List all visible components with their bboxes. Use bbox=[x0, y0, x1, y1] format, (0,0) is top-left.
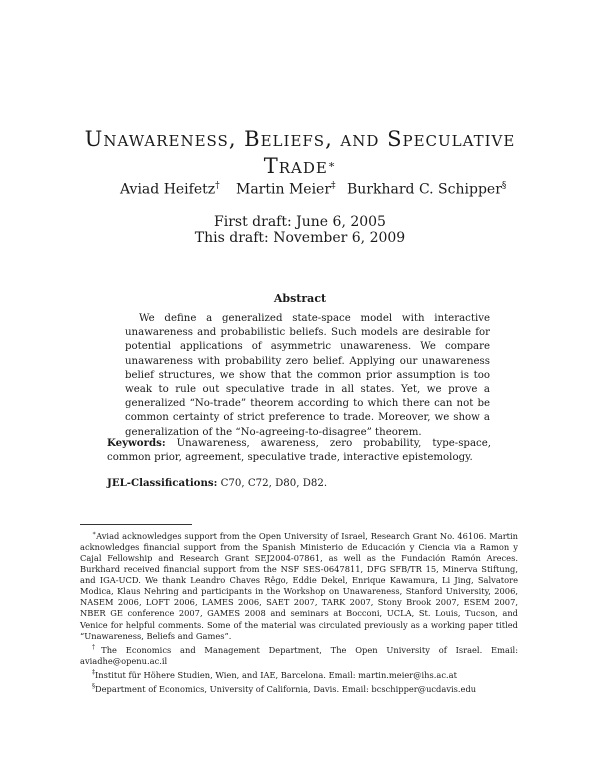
title-footnote-mark: ∗ bbox=[327, 158, 337, 172]
abstract-text: We define a generalized state-space model with interactive unawareness and probabilistic beliefs. Such models are desirable for potential applications of asymmetric unawareness. We compare unawareness with probability zero belief. Applying our unawareness belief structures, we show that the common prior assumption is too weak to rule out speculative trade in all states. Yet, we prove a generalized “No-trade” theorem according to which there can not be common certainty of strict preference to trade. Moreover, we show a generalization of the “No-agreeing-to-disagree” theorem. bbox=[125, 313, 490, 438]
footnote-text: Department of Economics, University of California, Davis. Email: bcschipper@ucdavis.edu bbox=[95, 683, 477, 694]
author-list bbox=[0, 181, 600, 201]
footnotes bbox=[80, 528, 518, 694]
title-text: Unawareness, Beliefs, and Speculative Trade bbox=[84, 127, 516, 179]
footnote-mark: § bbox=[92, 682, 95, 690]
keywords-text: Unawareness, awareness, zero probability, type-space, common prior, agreement, speculative trade, interactive epistemology. bbox=[107, 438, 491, 464]
keywords-label: Keywords: bbox=[107, 437, 166, 449]
footnote-mark: ‡ bbox=[92, 668, 95, 676]
draft-dates bbox=[0, 214, 600, 246]
author-mark: § bbox=[501, 181, 507, 191]
author-mark: ‡ bbox=[331, 181, 336, 191]
author-name: Martin Meier bbox=[236, 181, 332, 198]
keywords bbox=[107, 436, 491, 465]
jel-label: JEL-Classifications: bbox=[107, 477, 218, 489]
author-name: Burkhard C. Schipper bbox=[347, 181, 502, 198]
author-name: Aviad Heifetz bbox=[120, 181, 216, 198]
jel-codes: C70, C72, D80, D82. bbox=[220, 478, 328, 489]
footnote-text: The Economics and Management Department, The Open University of Israel. Email: aviadhe@openu.ac.il bbox=[80, 644, 518, 666]
footnote bbox=[80, 528, 518, 642]
footnote bbox=[80, 642, 518, 667]
paper-title bbox=[80, 126, 520, 180]
footnote-mark: † bbox=[92, 643, 102, 651]
author bbox=[120, 181, 220, 198]
this-draft-date: This draft: November 6, 2009 bbox=[194, 230, 406, 246]
abstract-heading: Abstract bbox=[273, 292, 327, 305]
footnote-text: Institut für Höhere Studien, Wien, and IAE, Barcelona. Email: martin.meier@ihs.ac.at bbox=[95, 669, 457, 680]
footnote-mark: ∗ bbox=[92, 530, 97, 537]
footnote bbox=[80, 681, 518, 695]
footnote bbox=[80, 667, 518, 681]
first-draft-date: First draft: June 6, 2005 bbox=[214, 214, 386, 230]
jel-classifications bbox=[107, 476, 491, 491]
author bbox=[236, 181, 336, 198]
footnote-divider bbox=[80, 524, 192, 525]
author-mark: † bbox=[215, 181, 220, 191]
author bbox=[347, 181, 506, 198]
footnote-text: Aviad acknowledges support from the Open University of Israel, Research Grant No. 46106. Martin acknowledges financial support from the Spanish Ministerio de Educación y Ciencia via a Ramon y Cajal Fellowship and Research Grant SEJ2004-07861, as well as the Fundación Ramón Areces. Burkhard received financial support from the NSF SES-0647811, DFG SFB/TR 15, Minerva Stiftung, and IGA-UCD. We thank Leandro Chaves Rêgo, Eddie Dekel, Enrique Kawamura, Li Jing, Salvatore Modica, Klaus Nehring and participants in the Workshop on Unawareness, Stanford University, 2006, NASEM 2006, LOFT 2006, LAMES 2006, SAET 2007, TARK 2007, Stony Brook 2007, ESEM 2007, NBER GE conference 2007, GAMES 2008 and seminars at Bocconi, UCLA, St. Louis, Tucson, and Venice for helpful comments. Some of the material was circulated previously as a working paper titled “Unawareness, Beliefs and Games”. bbox=[80, 530, 518, 641]
